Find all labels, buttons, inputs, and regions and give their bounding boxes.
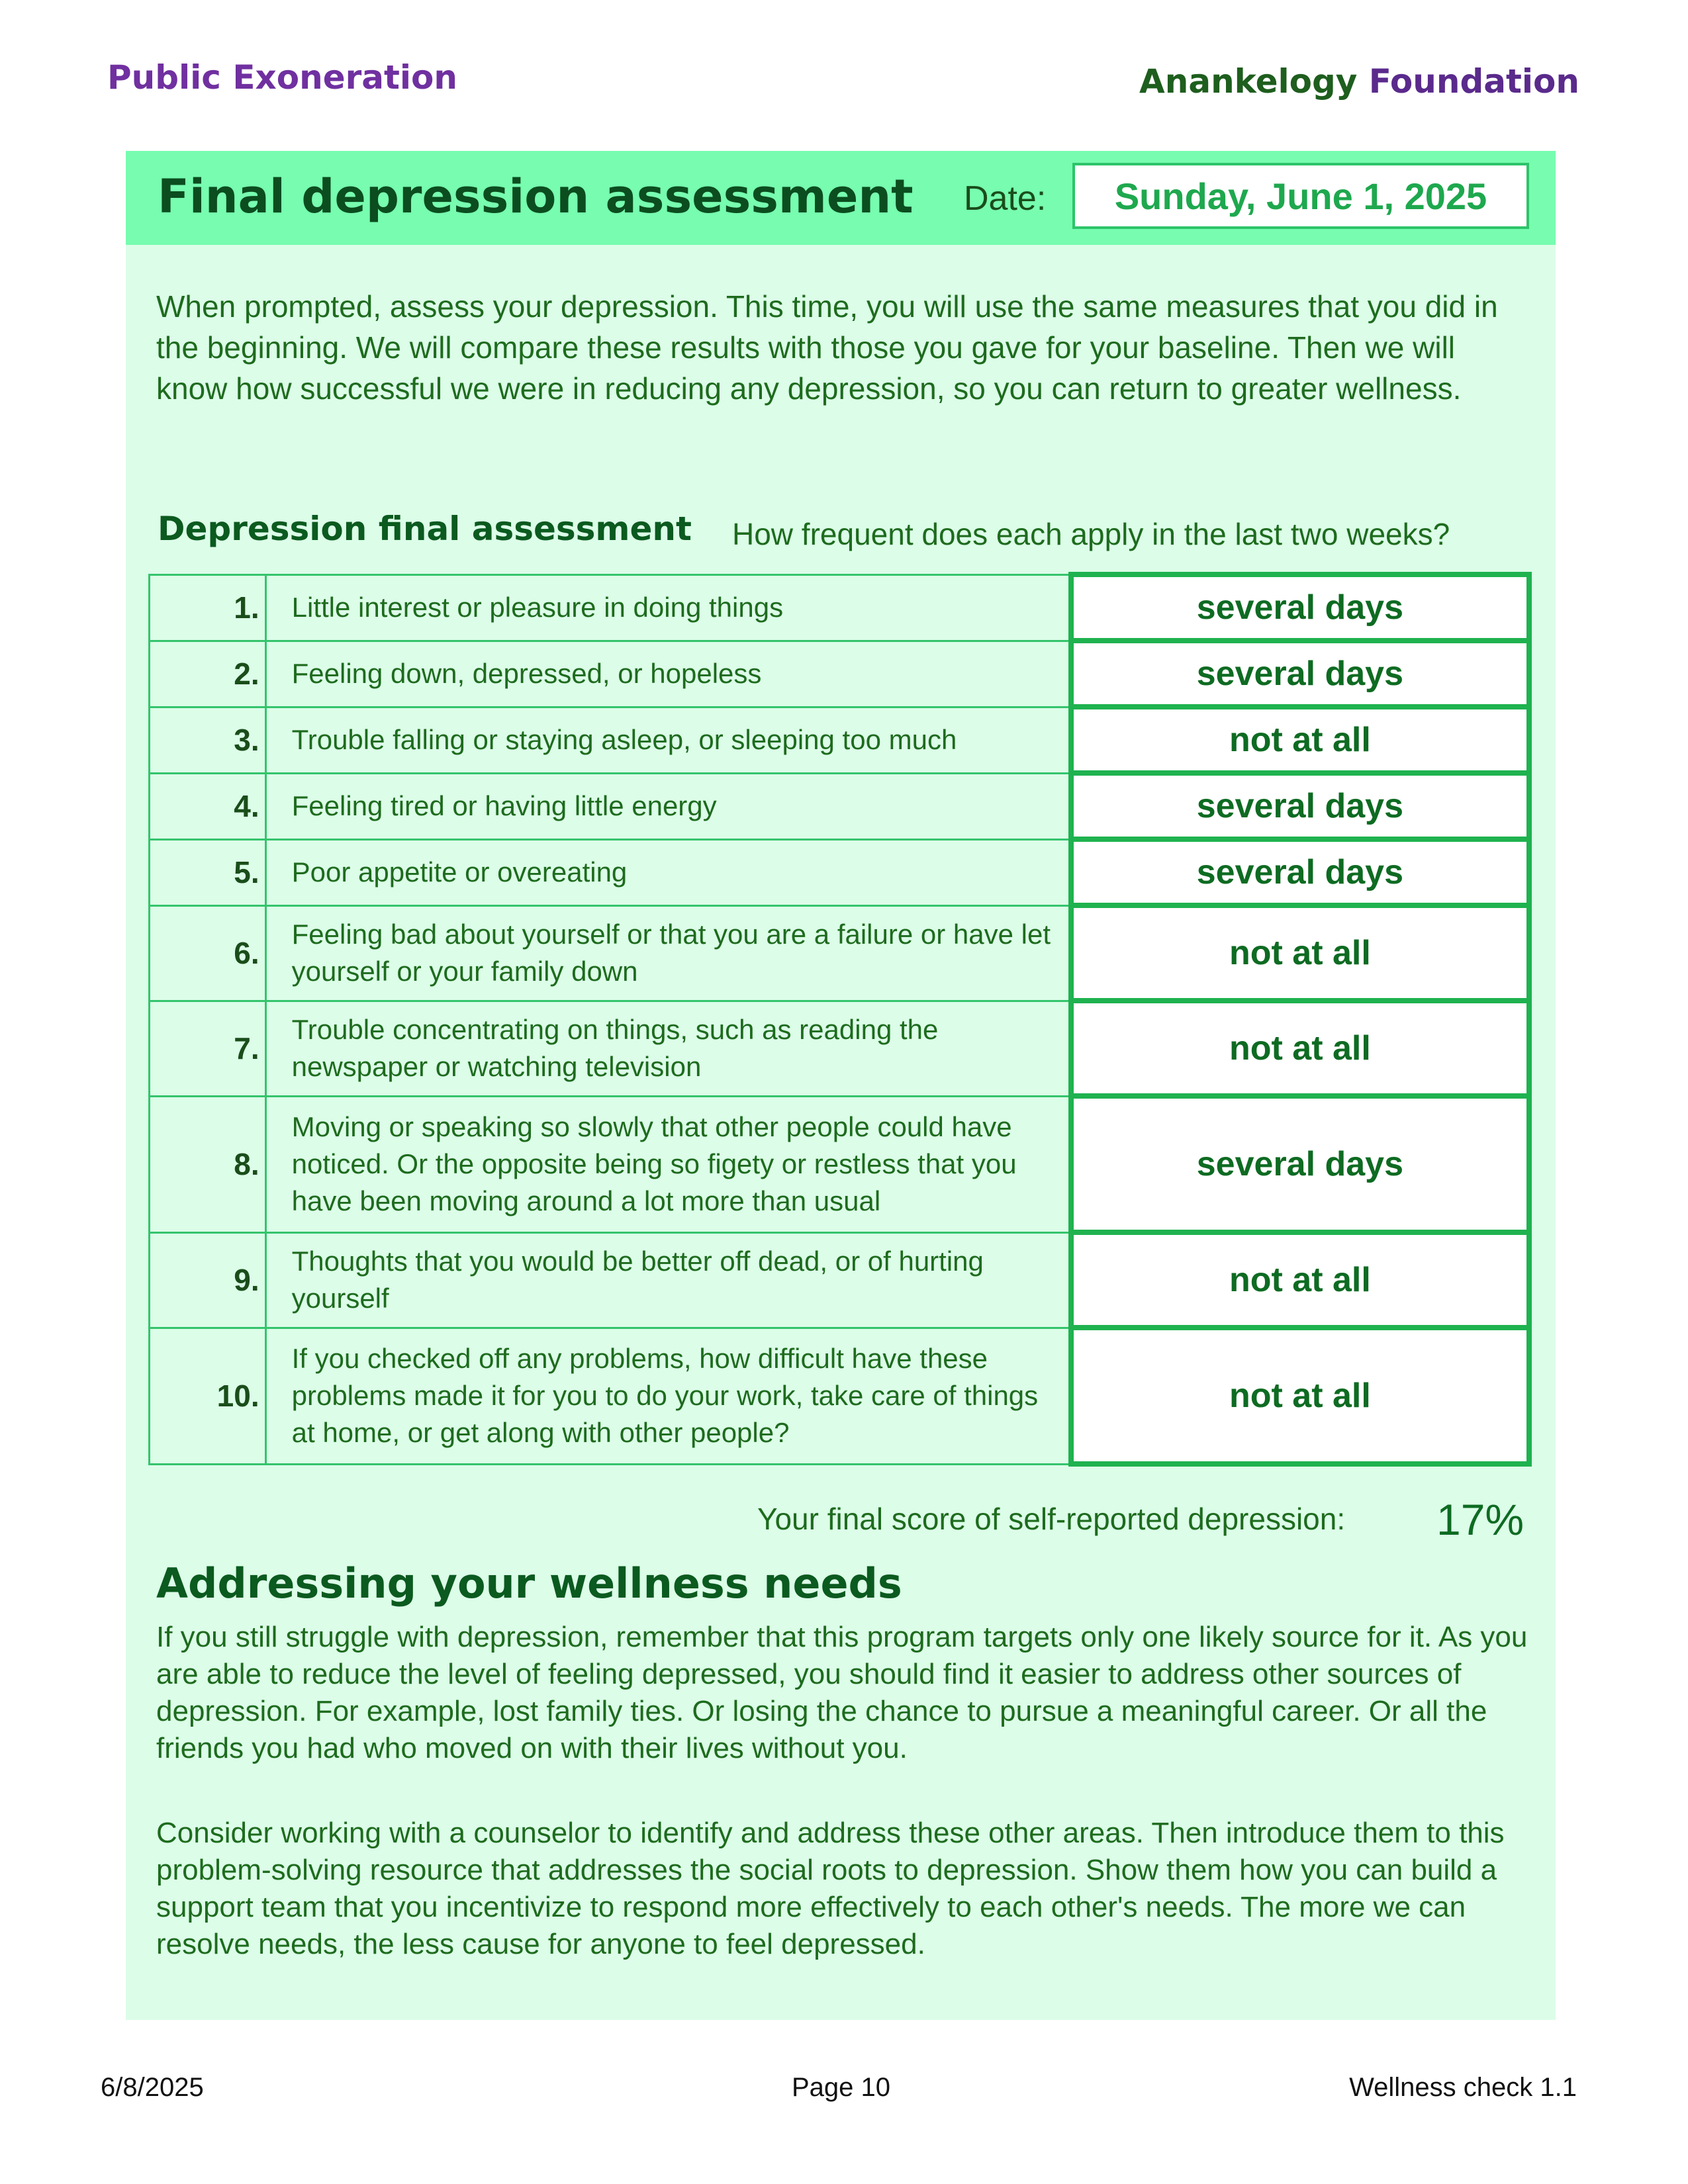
header-program-name: Public Exoneration: [107, 58, 458, 97]
table-row: [150, 1328, 1530, 1464]
item-number: 6.: [150, 905, 266, 1001]
table-row: [150, 641, 1530, 707]
table-row: [150, 839, 1530, 905]
item-text: Thoughts that you would be better off dead, or of hurting yourself: [265, 1232, 1071, 1328]
item-text: Trouble concentrating on things, such as reading the newspaper or watching television: [265, 1001, 1071, 1096]
answer-field[interactable]: not at all: [1071, 1232, 1529, 1328]
answer-field[interactable]: not at all: [1071, 707, 1529, 773]
header-foundation-part1: Anankelogy: [1139, 62, 1358, 101]
item-number: 10.: [150, 1328, 266, 1464]
score-value: 17%: [1436, 1495, 1524, 1544]
header-foundation-part2: Foundation: [1368, 62, 1579, 101]
table-row: [150, 574, 1530, 641]
item-text: Feeling bad about yourself or that you are a failure or have let yourself or your family down: [265, 905, 1071, 1001]
item-text: Moving or speaking so slowly that other people could have noticed. Or the opposite being so figety or restless that you have been moving around a lot more than usual: [265, 1096, 1071, 1232]
footer-version: Wellness check 1.1: [1349, 2073, 1577, 2102]
item-number: 3.: [150, 707, 266, 773]
wellness-paragraph-2: Consider working with a counselor to identify and address these other areas. Then introduce them to this problem-solving resource that addresses the social roots to depression. Show them how you can build a support team that you incentivize to respond more effectively to each other's needs. The more we can resolve needs, the less cause for anyone to feel depressed.: [156, 1817, 1505, 1960]
assessment-table: [148, 572, 1532, 1467]
table-row: [150, 1001, 1530, 1096]
item-text: Feeling down, depressed, or hopeless: [265, 641, 1071, 707]
intro-paragraph: When prompted, assess your depression. This time, you will use the same measures that you did in the beginning. We will compare these results with those you gave for your baseline. Then we will know how successful we were in reducing any depression, so you can return to greater wellness.: [156, 289, 1498, 406]
item-text: Feeling tired or having little energy: [265, 773, 1071, 839]
item-number: 4.: [150, 773, 266, 839]
footer-date: 6/8/2025: [101, 2073, 204, 2102]
answer-field[interactable]: several days: [1071, 1096, 1529, 1232]
answer-field[interactable]: not at all: [1071, 905, 1529, 1001]
answer-field[interactable]: not at all: [1071, 1001, 1529, 1096]
page-title: Final depression assessment: [158, 169, 914, 224]
item-number: 2.: [150, 641, 266, 707]
wellness-paragraph-1: If you still struggle with depression, remember that this program targets only one likely source for it. As you are able to reduce the level of feeling depressed, you should find it easier to address other sources of depression. For example, lost family ties. Or losing the chance to pursue a meaningful career. Or all the friends you had who moved on with their lives without you.: [156, 1621, 1528, 1764]
answer-field[interactable]: several days: [1071, 574, 1529, 641]
table-row: [150, 707, 1530, 773]
table-row: [150, 1096, 1530, 1232]
item-text: Trouble falling or staying asleep, or sleeping too much: [265, 707, 1071, 773]
footer-page-number: Page 10: [792, 2073, 891, 2102]
item-number: 1.: [150, 574, 266, 641]
table-row: [150, 1232, 1530, 1328]
assessment-panel: [126, 151, 1556, 2020]
score-label: Your final score of self-reported depression:: [757, 1502, 1346, 1536]
item-number: 9.: [150, 1232, 266, 1328]
wellness-title: Addressing your wellness needs: [156, 1559, 902, 1608]
table-row: [150, 773, 1530, 839]
item-number: 7.: [150, 1001, 266, 1096]
assessment-title: Depression final assessment: [158, 510, 692, 548]
table-row: [150, 905, 1530, 1001]
header-foundation-name: [1139, 62, 1579, 101]
assessment-question: How frequent does each apply in the last two weeks?: [732, 517, 1450, 551]
item-number: 8.: [150, 1096, 266, 1232]
item-text: Little interest or pleasure in doing things: [265, 574, 1071, 641]
answer-field[interactable]: several days: [1071, 773, 1529, 839]
item-number: 5.: [150, 839, 266, 905]
answer-field[interactable]: several days: [1071, 641, 1529, 707]
answer-field[interactable]: several days: [1071, 839, 1529, 905]
date-field[interactable]: Sunday, June 1, 2025: [1072, 163, 1529, 229]
item-text: Poor appetite or overeating: [265, 839, 1071, 905]
date-label: Date:: [964, 179, 1047, 218]
item-text: If you checked off any problems, how difficult have these problems made it for you to do your work, take care of things at home, or get along with other people?: [265, 1328, 1071, 1464]
answer-field[interactable]: not at all: [1071, 1328, 1529, 1464]
title-band: [126, 151, 1556, 245]
